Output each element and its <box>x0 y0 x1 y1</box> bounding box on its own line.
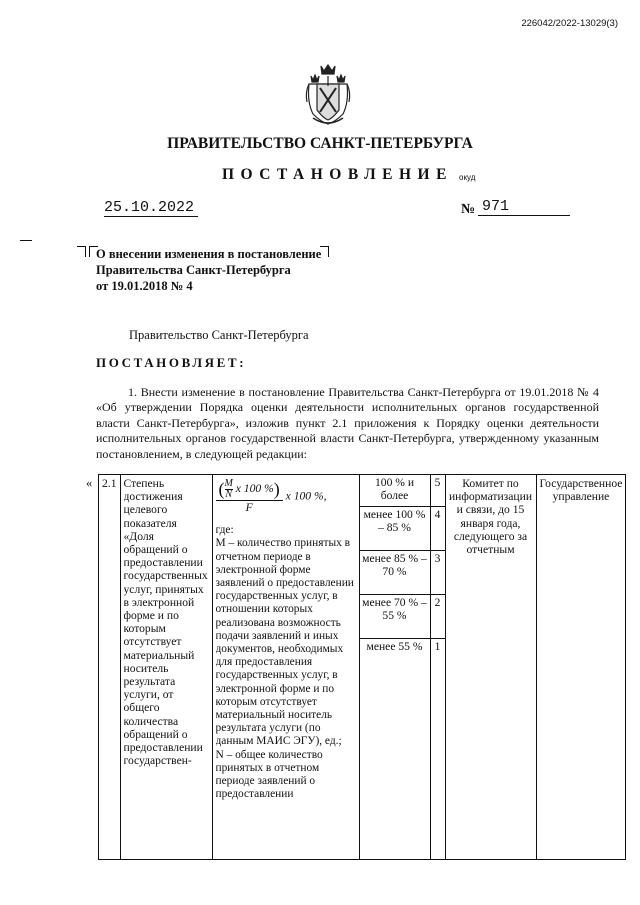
okud-label: окуд <box>459 173 476 182</box>
table-row <box>99 475 626 860</box>
range-value: 100 % и более <box>360 475 430 507</box>
department-cell <box>536 475 626 860</box>
committee-cell <box>445 475 536 860</box>
indicator-table <box>98 474 626 860</box>
range-value: менее 100 % – 85 % <box>360 507 430 551</box>
formula-explanation: где: M – количество принятых в отчетном периоде в электронной форме заявлений о предоставлении государственных услуг, в отношении которых реализована возможность подачи заявлений и иных документов, необходимых для предоставления государственных услуг, в электронной форме и по которым отсутствует материальный носитель результата услуги (по данным МАИС ЭГУ), ед.; N – общее количество принятых в отчетном периоде заявлений о предоставлении <box>215 524 354 801</box>
opening-quote: « <box>86 476 93 490</box>
resolution-paragraph <box>96 385 599 462</box>
formula-denominator: F <box>245 501 253 514</box>
formula-tail: x 100 %, <box>285 489 327 503</box>
score-value: 5 <box>431 475 445 507</box>
bracket-corner-left <box>77 246 86 257</box>
document-type-title: ПОСТАНОВЛЕНИЕ <box>222 166 453 183</box>
subject-line: О внесении изменения в постановление <box>96 247 322 261</box>
row-number-cell <box>99 475 121 860</box>
coat-of-arms-icon <box>303 62 353 128</box>
document-date: 25.10.2022 <box>104 199 198 217</box>
row-number: 2.1 <box>102 477 117 490</box>
subject-block <box>96 246 321 294</box>
paragraph-text: 1. Внести изменение в постановление Правительства Санкт-Петербурга от 19.01.2018 № 4 «Об утверждении Порядка оценки деятельности исполнительных органов государственной власти Санкт-Петербурга», изложив пункт 2.1 приложения к Порядку оценки деятельности исполнительных органов государственной власти Санкт-Петербурга, утвержденному указанным постановлением, в следующей редакции: <box>96 385 599 461</box>
formula-times-100: x 100 % <box>235 482 274 496</box>
score-value: 3 <box>431 551 445 595</box>
margin-dash <box>20 240 32 241</box>
subject-line: Правительства Санкт-Петербурга <box>96 263 291 277</box>
indicator-name: Степень достижения целевого показателя «Доля обращений о предоставлении государственных услуг, принятых в электронной форме и по которым отсутствует материальный носитель результата услуги, от общего количества обращений о предоставлении государствен- <box>123 477 208 768</box>
formula-fraction <box>216 479 283 514</box>
committee-text: Комитет по информатизации и связи, до 15 января года, следующего за отчетным <box>448 477 533 557</box>
formula <box>216 479 356 514</box>
score-value: 2 <box>431 595 445 639</box>
document-registration-number: 226042/2022-13029(3) <box>521 18 618 29</box>
department-text: Государственное управление <box>539 477 623 504</box>
indicator-name-cell <box>120 475 212 860</box>
formula-m: M <box>224 478 233 489</box>
government-title: ПРАВИТЕЛЬСТВО САНКТ-ПЕТЕРБУРГА <box>167 135 473 152</box>
ranges-cell <box>359 475 430 860</box>
formula-numerator: ( $\frac{M}{N}$ x 100 %) <box>216 479 283 501</box>
score-value: 1 <box>434 641 441 653</box>
resolves-heading: ПОСТАНОВЛЯЕТ: <box>96 355 247 370</box>
number-label: № <box>461 202 476 217</box>
issuer-text: Правительство Санкт-Петербурга <box>129 328 309 342</box>
formula-cell <box>212 475 359 860</box>
scores-cell <box>430 475 445 860</box>
subject-line: от 19.01.2018 № 4 <box>96 279 193 293</box>
range-value: менее 85 % – 70 % <box>360 551 430 595</box>
range-value: менее 70 % – 55 % <box>360 595 430 639</box>
formula-n: N <box>225 489 232 500</box>
bracket-corner-right <box>320 246 329 257</box>
range-value: менее 55 % <box>366 640 423 653</box>
document-number: 971 <box>478 198 570 216</box>
score-value: 4 <box>431 507 445 551</box>
